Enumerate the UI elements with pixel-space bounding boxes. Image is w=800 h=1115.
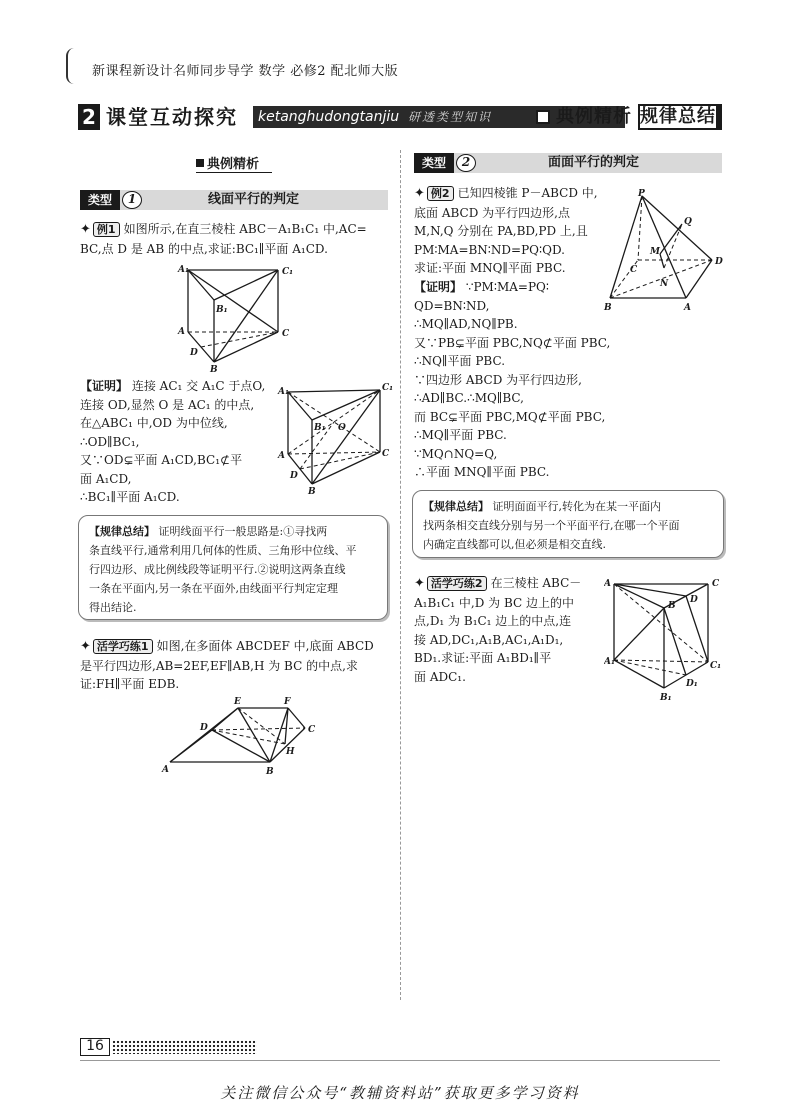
fig4-label: A	[684, 303, 691, 313]
footer-rule	[80, 1060, 720, 1061]
fig5-edge	[614, 608, 664, 660]
fig1-edge	[214, 332, 278, 362]
banner-right-label-2: 规律总结	[638, 104, 722, 130]
fig3-hidden-edge	[238, 708, 285, 744]
fig3-edge	[212, 730, 270, 762]
heading-underline	[196, 172, 272, 173]
fig2-label: B	[308, 487, 316, 495]
type-1-bar	[80, 190, 388, 210]
proof-2: 【证明】 ∵PM∶MA=PQ∶ QD=BN∶ND, ∴MQ∥AD,NQ∥PB. 又∵PB⊊平面 PBC,NQ⊄平面 PBC, ∴NQ∥平面 PBC. ∵四边形 ABCD 为平行四边形, ∴AD∥BC.∴MQ∥BC, 而 BC⊊平面 PBC,MQ⊄平面 PBC, ∴MQ∥平面 PBC. ∵MQ∩NQ=Q, ∴平面 MNQ∥平面 PBC.	[414, 280, 611, 479]
practice-1-tag: 活学巧练1	[93, 639, 153, 654]
fig4-edge	[660, 254, 664, 268]
fig1-label: C	[282, 329, 290, 339]
fig4-label: N	[660, 279, 669, 289]
fig4-label: D	[715, 257, 723, 267]
fig3-edge	[170, 708, 238, 762]
fig4-label: C	[630, 265, 638, 275]
example-1-tag: 例1	[93, 222, 120, 237]
fig1-label: D	[190, 348, 198, 358]
fig4-label: B	[604, 303, 612, 313]
figure-3-polyhedron	[160, 694, 330, 776]
proof-1: 【证明】 连接 AC₁ 交 A₁C 于点O, 连接 OD,显然 O 是 AC₁ 的中点, 在△ABC₁ 中,OD 为中位线, ∴OD∥BC₁, 又∵OD⊊平面 A₁CD,BC₁⊄平 面 A₁CD, ∴BC₁∥平面 A₁CD.	[80, 379, 266, 504]
example-2: ✦ 例2 已知四棱锥 P－ABCD 中, 底面 ABCD 为平行四边形,点 M,N,Q 分别在 PA,BD,PD 上,且 PM∶MA=BN∶ND=PQ∶QD. 求证:平面 MNQ∥平面 PBC.	[414, 186, 598, 275]
header-bracket	[66, 48, 80, 84]
fig5-edge	[686, 596, 708, 662]
fig4-label: M	[650, 247, 660, 257]
fig2-diagonal	[312, 390, 380, 484]
fig5-label: C	[712, 579, 720, 589]
fig3-label: F	[284, 697, 291, 707]
fig4-label: Q	[684, 217, 692, 227]
fig1-edge	[214, 270, 278, 300]
banner-title: 课堂互动探究	[106, 105, 238, 129]
page-number: 16	[80, 1038, 110, 1056]
fig3-label: A	[162, 765, 169, 775]
type-2-number: 2	[456, 154, 476, 172]
type-2-bar	[414, 153, 722, 173]
banner-right-label-1: 典例精析	[556, 106, 632, 127]
footer-promo: 关注微信公众号“教辅资料站”获取更多学习资料	[220, 1084, 580, 1102]
fig3-label: C	[308, 725, 316, 735]
summary-2-tag: 【规律总结】	[423, 500, 489, 513]
fig1-hidden-edge	[201, 332, 278, 347]
fig1-label: A	[178, 327, 185, 337]
fig5-edge	[664, 608, 686, 675]
fig2-hidden-edge	[288, 390, 380, 454]
section-banner	[78, 104, 724, 130]
fig5-edge	[614, 660, 664, 688]
figure-5-prism	[604, 574, 724, 704]
star-icon: ✦	[414, 576, 425, 591]
fig5-label: B	[668, 601, 676, 611]
fig4-edge	[660, 224, 682, 254]
fig5-hidden-edge	[614, 660, 708, 662]
type-1-label: 类型	[80, 190, 120, 210]
fig5-label: D	[690, 595, 698, 605]
figure-1-prism	[170, 262, 300, 372]
fig1-diagonal	[214, 270, 278, 362]
fig5-hidden-edge	[614, 660, 686, 675]
proof-1-tag: 【证明】	[80, 379, 129, 393]
summary-box-1: 【规律总结】 证明线面平行一般思路是:①寻找两 条直线平行,通常利用几何体的性质、三角形中位线、平 行四边形、成比例线段等证明平行.②说明这两条直线 一条在平面内,另一条在平面外,由线面平行判定定理 得出结论.	[78, 515, 388, 620]
fig5-label: A₁	[604, 657, 615, 667]
fig1-label: C₁	[282, 267, 294, 277]
fig5-label: D₁	[686, 679, 698, 689]
fig3-hidden-edge	[212, 728, 305, 730]
fig1-label: A₁	[178, 265, 189, 275]
banner-number: 2	[78, 104, 100, 130]
fig3-label: E	[234, 697, 241, 707]
type-2-label: 类型	[414, 153, 454, 173]
star-icon: ✦	[80, 639, 91, 654]
left-section-heading: 典例精析	[196, 153, 259, 172]
figure-2-prism	[276, 380, 394, 495]
fig2-edge	[288, 390, 380, 392]
star-icon: ✦	[80, 222, 91, 237]
fig3-label: B	[266, 767, 274, 776]
fig2-label: D	[290, 471, 298, 481]
banner-pinyin: ketanghudongtanjiu	[258, 109, 400, 125]
fig2-edge	[312, 452, 380, 484]
square-bullet-icon	[196, 159, 204, 167]
fig1-label: B₁	[216, 305, 228, 315]
fig3-label: D	[200, 723, 208, 733]
fig2-label: B₁	[314, 423, 326, 433]
fig2-label: C₁	[382, 383, 394, 393]
practice-2-tag: 活学巧练2	[427, 576, 487, 591]
practice-1: ✦ 活学巧练1 如图,在多面体 ABCDEF 中,底面 ABCD 是平行四边形,AB=2EF,EF∥AB,H 为 BC 的中点,求 证:FH∥平面 EDB.	[80, 639, 374, 691]
fig1-diagonal	[188, 270, 278, 332]
practice-2: ✦ 活学巧练2 在三棱柱 ABC－ A₁B₁C₁ 中,D 为 BC 边上的中 点,D₁ 为 B₁C₁ 边上的中点,连 接 AD,DC₁,A₁B,AC₁,A₁D₁, BD₁.求证:平面 A₁BD₁∥平 面 ADC₁.	[414, 576, 582, 684]
fig3-edge	[288, 708, 305, 728]
fig4-label: P	[638, 189, 645, 199]
fig1-label: B	[210, 365, 218, 372]
banner-subtitle: 研透类型知识	[408, 110, 493, 124]
fig2-label: O	[338, 423, 346, 433]
fig2-label: A₁	[278, 387, 289, 397]
fig3-label: H	[286, 747, 295, 757]
example-2-tag: 例2	[427, 186, 454, 201]
book-series-title: 新课程新设计名师同步导学 数学 必修2 配北师大版	[92, 64, 399, 79]
fig5-edge	[614, 584, 686, 596]
fig3-hidden-edge	[212, 730, 285, 744]
fig2-edge	[288, 392, 312, 420]
dotted-pattern	[112, 1040, 257, 1054]
column-divider	[400, 150, 401, 1000]
star-icon: ✦	[414, 186, 425, 201]
fig5-label: B₁	[660, 693, 672, 703]
fig2-label: C	[382, 449, 390, 459]
example-1: ✦ 例1 如图所示,在直三棱柱 ABC－A₁B₁C₁ 中,AC= BC,点 D 是 AB 的中点,求证:BC₁∥平面 A₁CD.	[80, 222, 367, 256]
fig2-label: A	[278, 451, 285, 461]
type-1-title: 线面平行的判定	[208, 192, 300, 207]
proof-2-tag: 【证明】	[414, 280, 463, 294]
type-1-number: 1	[122, 191, 142, 209]
banner-square-icon	[536, 110, 550, 124]
fig5-label: C₁	[710, 661, 722, 671]
summary-1-tag: 【规律总结】	[89, 525, 155, 538]
type-2-title: 面面平行的判定	[548, 155, 640, 170]
summary-box-2: 【规律总结】 证明面面平行,转化为在某一平面内 找两条相交直线分别与另一个平面平行,在哪一个平面 内确定直线都可以,但必须是相交直线.	[412, 490, 724, 558]
fig5-label: A	[604, 579, 611, 589]
